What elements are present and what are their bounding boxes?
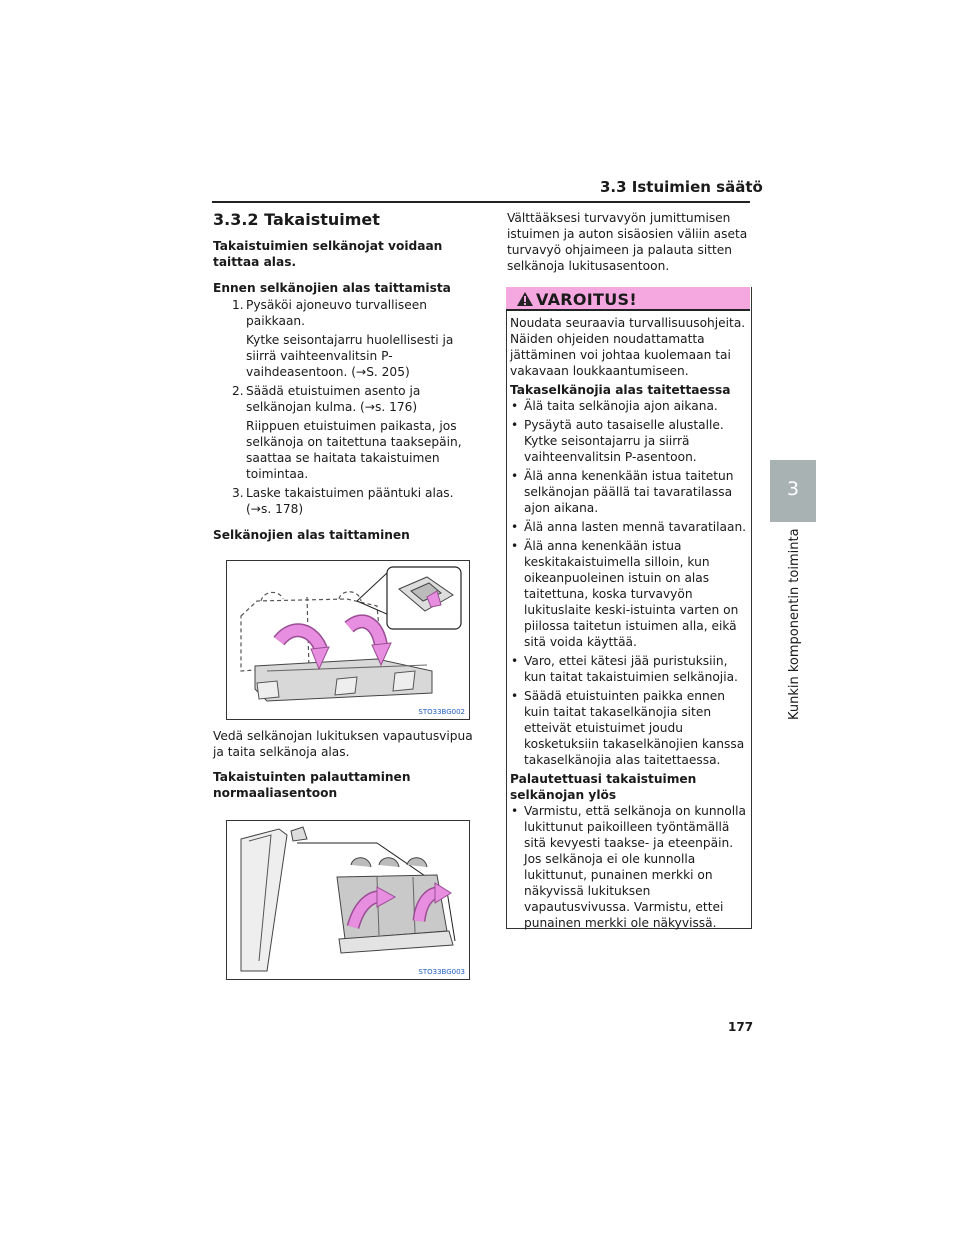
step-text: Laske takaistuimen pääntuki alas. (→s. 178) — [246, 486, 454, 516]
warning-item: • Älä anna kenenkään istua taitetun selkänojan päällä tai tavaratilassa ajon aikana. — [511, 469, 734, 515]
warning-header — [506, 287, 750, 311]
right-intro: Välttääksesi turvavyön jumittumisen istuimen ja auton sisäosien väliin aseta turvavyö ohjaimeen ja palauta sitten selkänoja lukitusasentoon. — [507, 211, 748, 273]
warning-group2-title: Palautettuasi takaistuimen selkänojan ylös — [510, 772, 697, 802]
chapter-title-vertical: Kunkin komponentin toiminta — [787, 528, 802, 720]
before-title: Ennen selkänojien alas taittamista — [213, 281, 451, 295]
step-1: 1. Pysäköi ajoneuvo turvalliseen paikkaan. — [213, 297, 473, 329]
fold-instruction: Vedä selkänojan lukituksen vapautusvipua ja taita selkänoja alas. — [213, 729, 473, 759]
chapter-number: 3 — [786, 478, 800, 500]
figure-code: STO33BG003 — [418, 968, 465, 976]
return-title: Takaistuinten palauttaminen normaaliasentoon — [213, 770, 411, 800]
warning-body — [510, 315, 748, 934]
figure-code: STO33BG002 — [418, 708, 465, 716]
warning-item: • Älä anna kenenkään istua keskitakaistuimella silloin, kun oikeanpuoleinen istuin on alas taitettuna, koska turvavyön lukituslaite keski-istuinta varten on piilossa taitetun istuimen alla, eikä sitä voida käyttää. — [511, 539, 739, 649]
section-heading: 3.3.2 Takaistuimet — [213, 210, 380, 229]
fold-title: Selkänojien alas taittaminen — [213, 528, 410, 542]
left-column — [213, 210, 473, 543]
page-number: 177 — [728, 1020, 754, 1034]
intro-text: Takaistuimien selkänojat voidaan taittaa alas. — [213, 239, 443, 269]
step-2: 2. Säädä etuistuimen asento ja selkänojan kulma. (→s. 176) — [213, 383, 473, 415]
step-3: 3. Laske takaistuimen pääntuki alas. (→s. 178) — [213, 485, 473, 517]
warning-title: VAROITUS! — [536, 290, 637, 309]
warning-item: • Älä anna lasten mennä tavaratilaan. — [511, 520, 747, 534]
step-note: Riippuen etuistuimen paikasta, jos selkänoja on taitettuna taaksepäin, saattaa se haitata takaistuimen toimintaa. — [246, 419, 462, 481]
seat-return-illustration — [227, 821, 469, 979]
warning-triangle-icon — [516, 291, 534, 307]
step-text: Pysäköi ajoneuvo turvalliseen paikkaan. — [246, 298, 427, 328]
header-rule — [212, 201, 750, 203]
steps-list — [213, 297, 473, 517]
chapter-tab — [770, 460, 816, 522]
step-note: Kytke seisontajarru huolellisesti ja siirrä vaihteenvalitsin P-vaihdeasentoon. (→S. 205) — [246, 333, 454, 379]
warning-item: • Varmistu, että selkänoja on kunnolla lukittunut paikoilleen työntämällä sitä kevyesti taakse- ja eteenpäin. Jos selkänoja ei ole kunnolla lukittunut, punainen merkki on näkyvissä lukituksen vapautusvivussa. Varmistu, ettei punainen merkki ole näkyvissä. — [511, 804, 746, 930]
figure-return-seats — [226, 820, 470, 980]
warning-item: • Säädä etuistuinten paikka ennen kuin taitat takaselkänojia siten etteivät etuistuimet joudu kosketuksiin takaselkänojien kanssa takaselkänojia alas taitettaessa. — [511, 689, 745, 767]
warning-group1-title: Takaselkänojia alas taitettaessa — [510, 383, 731, 397]
warning-item: • Varo, ettei kätesi jää puristuksiin, kun taitat takaistuimien selkänojia. — [511, 654, 738, 684]
warning-item: • Älä taita selkänojia ajon aikana. — [511, 399, 718, 413]
step-text: Säädä etuistuimen asento ja selkänojan kulma. (→s. 176) — [246, 384, 421, 414]
warning-item: • Pysäytä auto tasaiselle alustalle. Kytke seisontajarru ja siirrä vaihteenvalitsin P-asentoon. — [511, 418, 724, 464]
figure-fold-seats — [226, 560, 470, 720]
left-column-lower — [213, 728, 473, 801]
warning-intro: Noudata seuraavia turvallisuusohjeita. Näiden ohjeiden noudattamatta jättäminen voi johtaa kuolemaan tai vakavaan loukkaantumiseen. — [510, 316, 746, 378]
section-header: 3.3 Istuimien säätö — [600, 178, 763, 196]
seat-fold-illustration — [227, 561, 469, 719]
